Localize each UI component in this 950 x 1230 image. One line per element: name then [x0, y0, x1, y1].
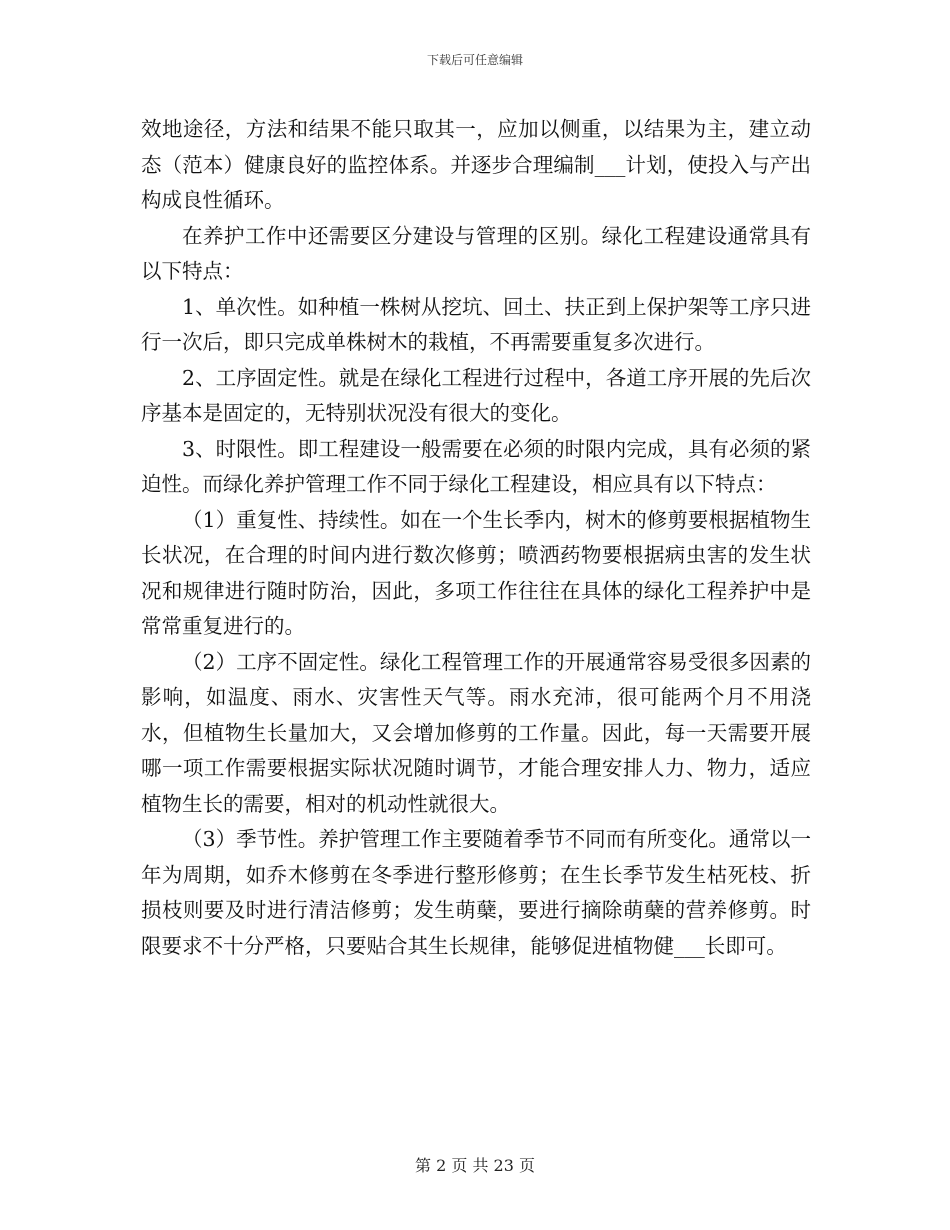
page-number-footer: 第 2 页 共 23 页	[415, 1156, 535, 1175]
page-header: 下载后可任意编辑	[426, 53, 523, 67]
paragraph-item-3: 3、时限性。即工程建设一般需要在必须的时限内完成，具有必须的紧迫性。而绿化养护管理工作不同于绿化工程建设，相应具有以下特点：	[141, 436, 811, 496]
document-body	[141, 112, 811, 964]
paragraph-subitem-1: （1）重复性、持续性。如在一个生长季内，树木的修剪要根据植物生长状况，在合理的时间内进行数次修剪；喷洒药物要根据病虫害的发生状况和规律进行随时防治，因此，多项工作往往在具体的绿化工程养护中是常常重复进行的。	[141, 507, 811, 638]
paragraph-construction-vs-management: 在养护工作中还需要区分建设与管理的区别。绿化工程建设通常具有以下特点：	[141, 223, 811, 283]
paragraph-subitem-2: （2）工序不固定性。绿化工程管理工作的开展通常容易受很多因素的影响，如温度、雨水、灾害性天气等。雨水充沛，很可能两个月不用浇水，但植物生长量加大，又会增加修剪的工作量。因此，每一天需要开展哪一项工作需要根据实际状况随时调节，才能合理安排人力、物力，适应植物生长的需要，相对的机动性就很大。	[141, 649, 811, 816]
paragraph-subitem-3: （3）季节性。养护管理工作主要随着季节不同而有所变化。通常以一年为周期，如乔木修剪在冬季进行整形修剪；在生长季节发生枯死枝、折损枝则要及时进行清洁修剪；发生萌蘖，要进行摘除萌蘖的营养修剪。时限要求不十分严格，只要贴合其生长规律，能够促进植物健___长即可。	[141, 827, 811, 958]
paragraph-item-1: 1、单次性。如种植一株树从挖坑、回土、扶正到上保护架等工序只进行一次后，即只完成单株树木的栽植，不再需要重复多次进行。	[141, 294, 811, 354]
paragraph-item-2: 2、工序固定性。就是在绿化工程进行过程中，各道工序开展的先后次序基本是固定的，无特别状况没有很大的变化。	[141, 365, 811, 425]
paragraph-continuation: 效地途径，方法和结果不能只取其一，应加以侧重，以结果为主，建立动态（范本）健康良好的监控体系。并逐步合理编制___计划，使投入与产出构成良性循环。	[141, 117, 811, 212]
